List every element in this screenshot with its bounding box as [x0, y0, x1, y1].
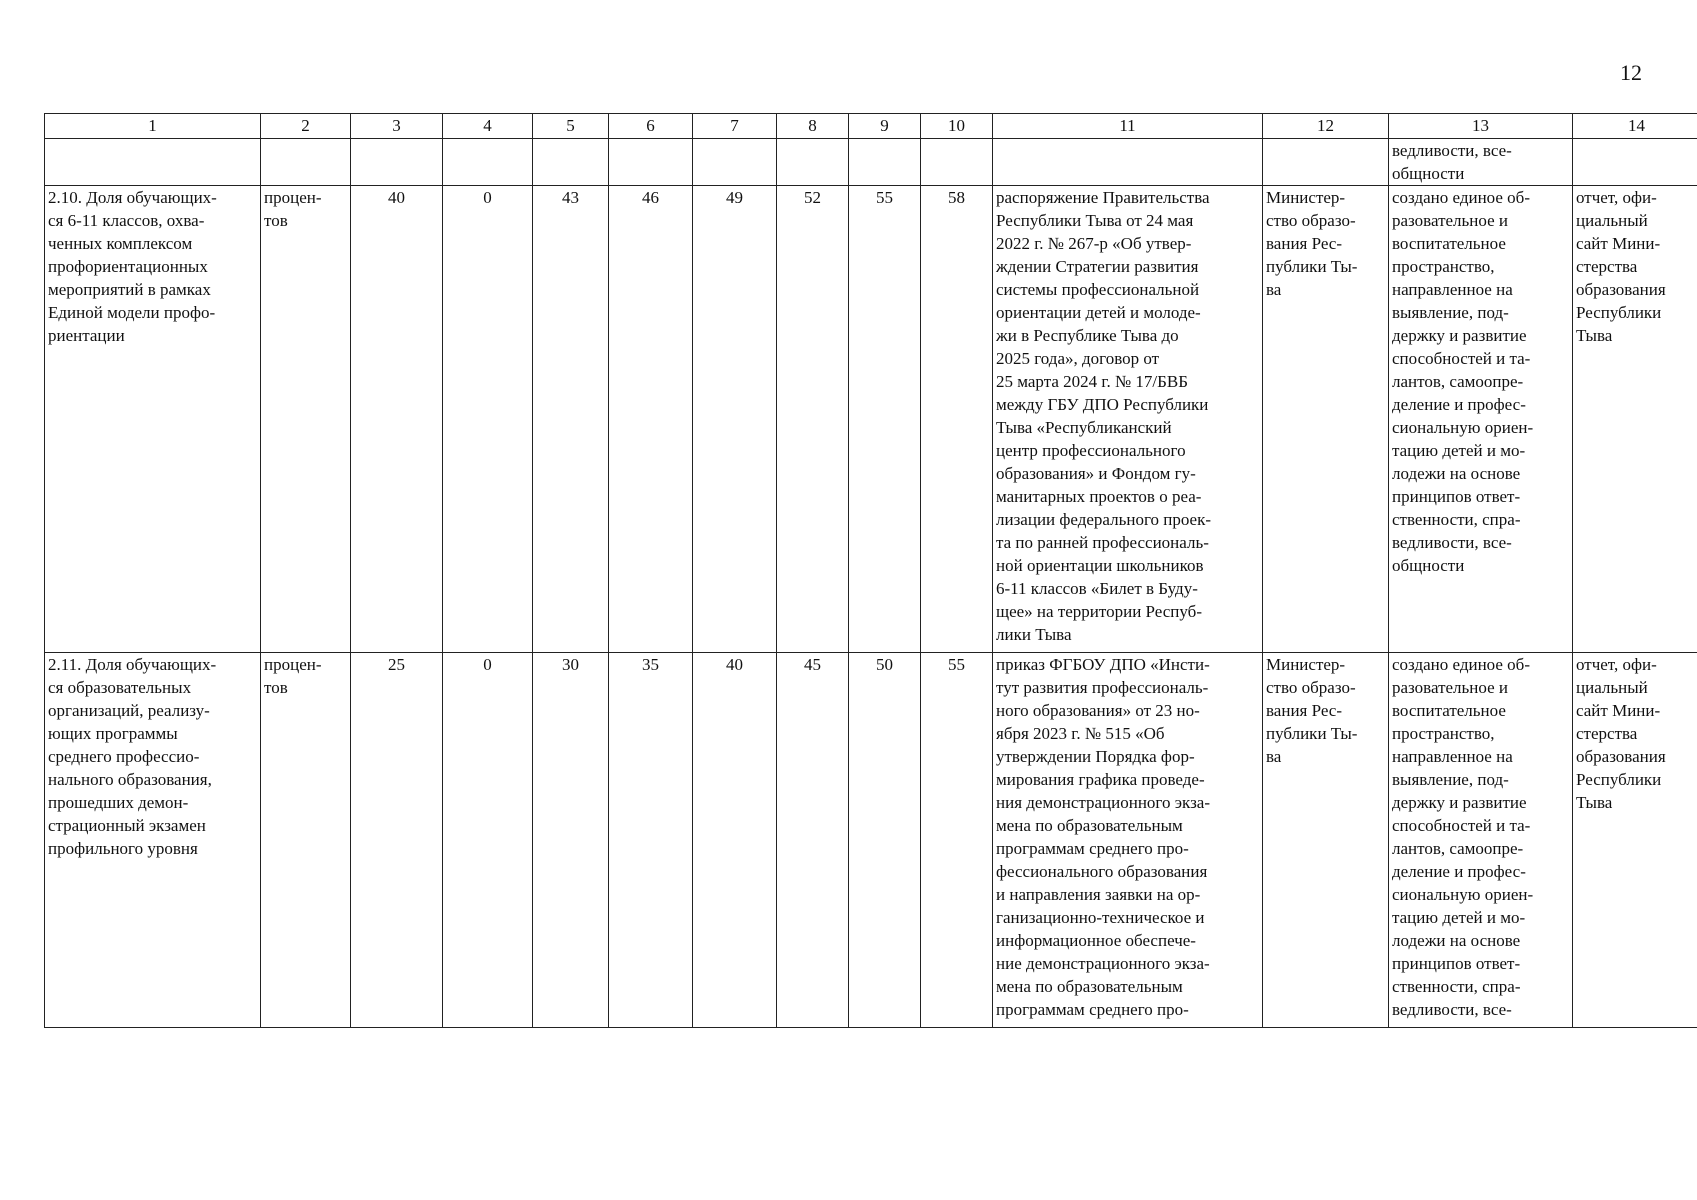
continuation-row — [45, 139, 1697, 186]
empty-cell — [533, 139, 609, 186]
empty-cell — [45, 139, 261, 186]
document-cell: приказ ФГБОУ ДПО «Инсти- тут развития профессиональ- ного образования» от 23 но- ября 2023 г. № 515 «Об утверждении Порядка фор- мирования графика проведе- ния демонстрационного экза- мена по образовательным программам среднего про- фессионального образования и направления заявки на ор- ганизационно-техническое и информационное обеспече- ние демонстрационного экза- мена по образовательным программам среднего про- — [993, 653, 1263, 1028]
column-header-11: 11 — [993, 114, 1263, 139]
table-row — [45, 186, 1697, 653]
empty-cell — [777, 139, 849, 186]
column-header-2: 2 — [261, 114, 351, 139]
value-col9: 50 — [849, 653, 921, 1028]
empty-cell — [849, 139, 921, 186]
table-header — [45, 114, 1697, 139]
column-header-13: 13 — [1389, 114, 1573, 139]
continuation-result-text: ведливости, все- общности — [1389, 139, 1573, 186]
value-col8: 52 — [777, 186, 849, 653]
empty-cell — [921, 139, 993, 186]
result-cell: создано единое об- разовательное и воспитательное пространство, направленное на выявление, под- держку и развитие способностей и та- лантов, самоопре- деление и профес- сиональную ориен- тацию детей и мо- лодежи на основе принципов ответ- ственности, спра- ведливости, все- — [1389, 653, 1573, 1028]
column-header-7: 7 — [693, 114, 777, 139]
unit-cell: процен- тов — [261, 186, 351, 653]
column-header-6: 6 — [609, 114, 693, 139]
column-header-14: 14 — [1573, 114, 1697, 139]
column-header-9: 9 — [849, 114, 921, 139]
column-header-5: 5 — [533, 114, 609, 139]
value-col3: 40 — [351, 186, 443, 653]
indicator-name: 2.10. Доля обучающих- ся 6-11 классов, охва- ченных комплексом профориентационных мероприятий в рамках Единой модели профо- риентации — [45, 186, 261, 653]
responsible-cell: Министер- ство образо- вания Рес- публики Ты- ва — [1263, 653, 1389, 1028]
empty-cell — [351, 139, 443, 186]
value-col10: 58 — [921, 186, 993, 653]
page-number: 12 — [1620, 60, 1642, 85]
value-col6: 35 — [609, 653, 693, 1028]
column-header-3: 3 — [351, 114, 443, 139]
value-col4: 0 — [443, 186, 533, 653]
indicators-table — [44, 113, 1697, 1028]
responsible-cell: Министер- ство образо- вания Рес- публики Ты- ва — [1263, 186, 1389, 653]
column-header-8: 8 — [777, 114, 849, 139]
result-cell: создано единое об- разовательное и воспитательное пространство, направленное на выявление, под- держку и развитие способностей и та- лантов, самоопре- деление и профес- сиональную ориен- тацию детей и мо- лодежи на основе принципов ответ- ственности, спра- ведливости, все- общности — [1389, 186, 1573, 653]
empty-cell — [693, 139, 777, 186]
source-cell: отчет, офи- циальный сайт Мини- стерства образования Республики Тыва — [1573, 653, 1697, 1028]
empty-cell — [443, 139, 533, 186]
document-cell: распоряжение Правительства Республики Тыва от 24 мая 2022 г. № 267-р «Об утвер- ждении Стратегии развития системы профессиональной ориентации детей и молоде- жи в Республике Тыва до 2025 года», договор от 25 марта 2024 г. № 17/БВБ между ГБУ ДПО Республики Тыва «Республиканский центр профессионального образования» и Фондом гу- манитарных проектов о реа- лизации федерального проек- та по ранней профессиональ- ной ориентации школьников 6-11 классов «Билет в Буду- щее» на территории Респуб- лики Тыва — [993, 186, 1263, 653]
unit-cell: процен- тов — [261, 653, 351, 1028]
source-cell: отчет, офи- циальный сайт Мини- стерства образования Республики Тыва — [1573, 186, 1697, 653]
column-header-4: 4 — [443, 114, 533, 139]
value-col7: 49 — [693, 186, 777, 653]
empty-cell — [261, 139, 351, 186]
value-col3: 25 — [351, 653, 443, 1028]
empty-cell — [609, 139, 693, 186]
value-col7: 40 — [693, 653, 777, 1028]
table-row — [45, 653, 1697, 1028]
value-col5: 30 — [533, 653, 609, 1028]
empty-cell — [1263, 139, 1389, 186]
value-col9: 55 — [849, 186, 921, 653]
value-col6: 46 — [609, 186, 693, 653]
indicator-name: 2.11. Доля обучающих- ся образовательных организаций, реализу- ющих программы среднего профессио- нального образования, прошедших демон- страционный экзамен профильного уровня — [45, 653, 261, 1028]
column-header-1: 1 — [45, 114, 261, 139]
empty-cell — [993, 139, 1263, 186]
value-col5: 43 — [533, 186, 609, 653]
column-header-12: 12 — [1263, 114, 1389, 139]
column-header-10: 10 — [921, 114, 993, 139]
empty-cell — [1573, 139, 1697, 186]
value-col8: 45 — [777, 653, 849, 1028]
value-col4: 0 — [443, 653, 533, 1028]
value-col10: 55 — [921, 653, 993, 1028]
